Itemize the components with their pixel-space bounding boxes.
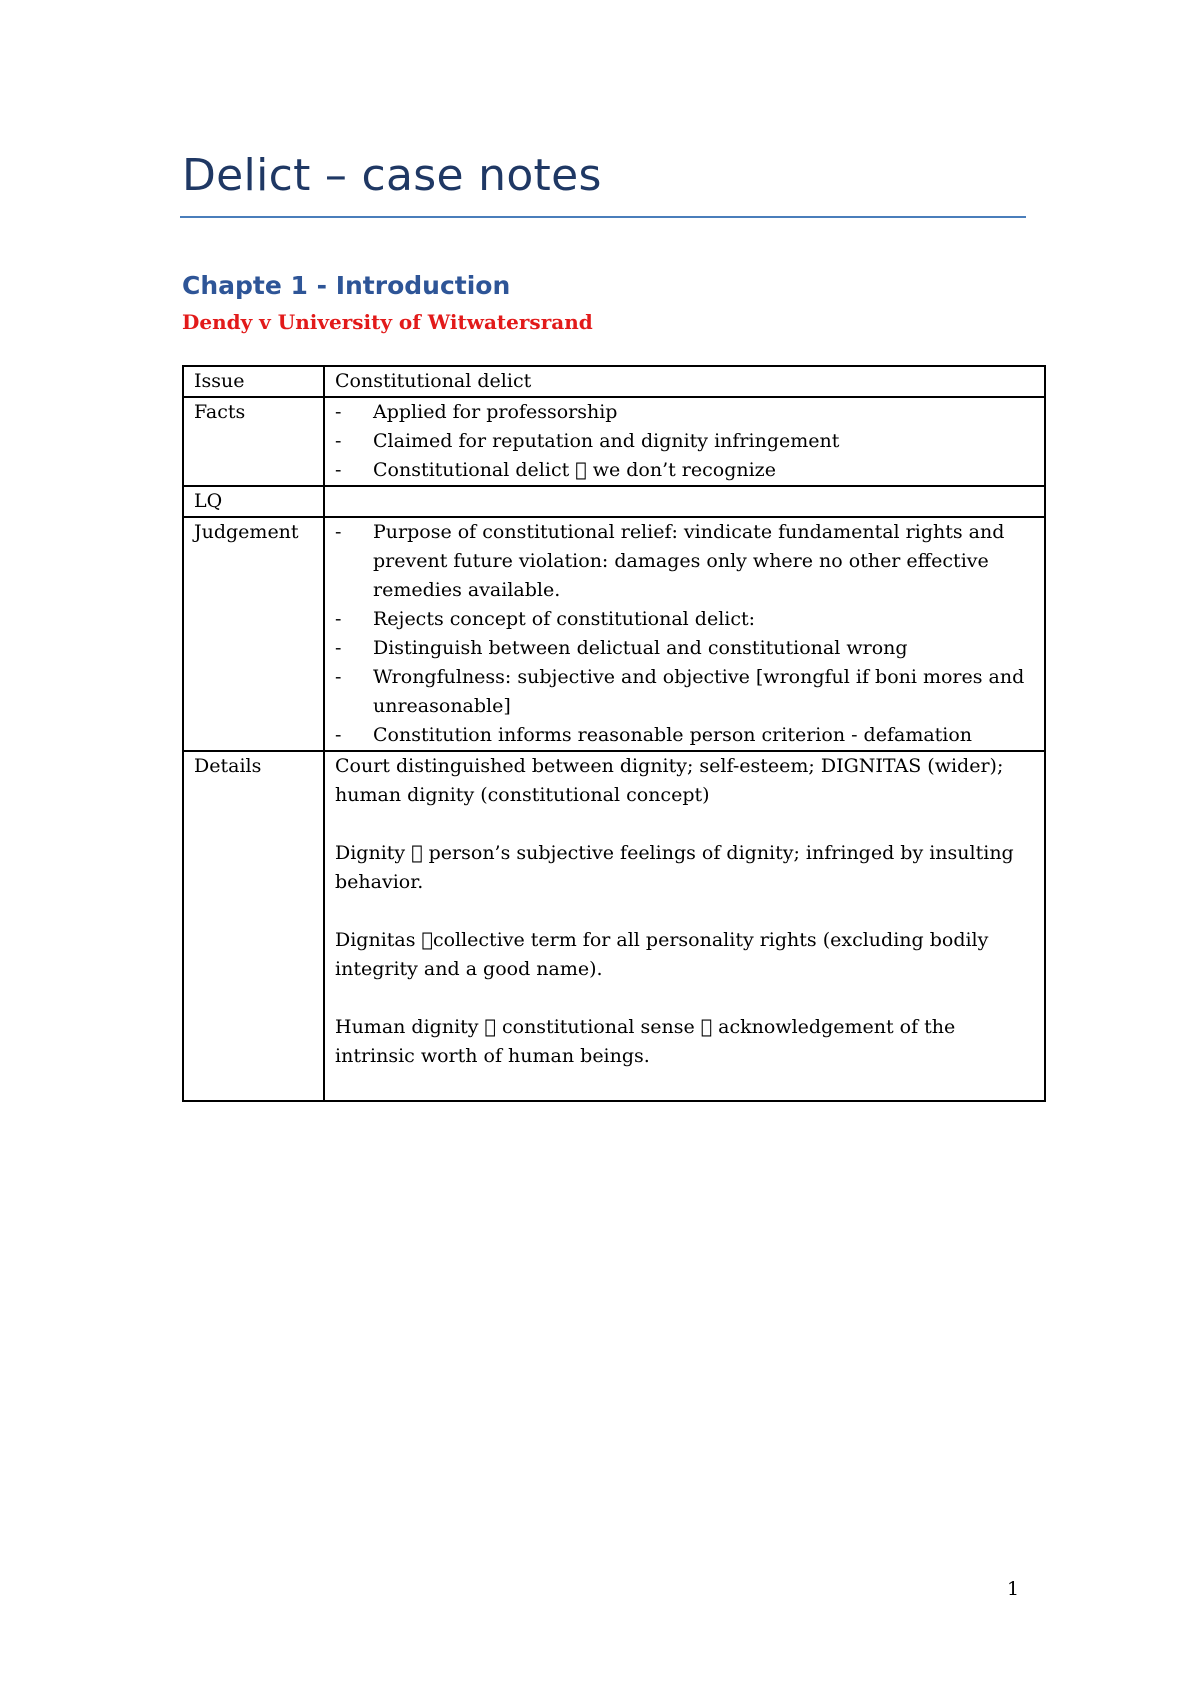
dash-bullet: - <box>335 521 342 543</box>
list-item <box>335 398 1034 427</box>
table-row-facts <box>183 397 1045 486</box>
judgement-item-text: Distinguish between delictual and constitutional wrong <box>373 637 908 659</box>
page-title: Delict – case notes <box>182 150 602 201</box>
table-row-details <box>183 751 1045 1101</box>
title-underline <box>180 216 1026 218</box>
table-row-judgement <box>183 517 1045 751</box>
judgement-item-text: Rejects concept of constitutional delict: <box>373 608 756 630</box>
facts-item-text: Applied for professorship <box>373 401 618 423</box>
facts-cell <box>324 397 1045 486</box>
judgement-list <box>335 518 1034 750</box>
list-item <box>335 456 1034 485</box>
lq-value <box>324 486 1045 517</box>
dash-bullet: - <box>335 637 342 659</box>
list-item <box>335 427 1034 456</box>
dash-bullet: - <box>335 430 342 452</box>
dash-bullet: - <box>335 401 342 423</box>
facts-list <box>335 398 1034 485</box>
judgement-item-text: Constitution informs reasonable person criterion - defamation <box>373 724 973 746</box>
list-item <box>335 518 1034 605</box>
list-item <box>335 634 1034 663</box>
issue-value: Constitutional delict <box>324 366 1045 397</box>
judgement-cell <box>324 517 1045 751</box>
details-label: Details <box>183 751 324 1101</box>
dash-bullet: - <box>335 724 342 746</box>
case-title: Dendy v University of Witwatersrand <box>182 310 593 334</box>
facts-label: Facts <box>183 397 324 486</box>
facts-item-text: Claimed for reputation and dignity infringement <box>373 430 840 452</box>
list-item <box>335 605 1034 634</box>
table-row-issue <box>183 366 1045 397</box>
chapter-heading: Chapte 1 - Introduction <box>182 271 511 300</box>
facts-item-text: Constitutional delict   we don’t recognize <box>373 459 776 481</box>
table-row-lq <box>183 486 1045 517</box>
details-paragraph: Court distinguished between dignity; self-esteem; DIGNITAS (wider); human dignity (constitutional concept) <box>335 755 1004 806</box>
dash-bullet: - <box>335 459 342 481</box>
judgement-label: Judgement <box>183 517 324 751</box>
details-cell <box>324 751 1045 1101</box>
judgement-item-text: Purpose of constitutional relief: vindicate fundamental rights and prevent future violation: damages only where no other effective remedies available. <box>373 521 1005 601</box>
list-item <box>335 721 1034 750</box>
issue-label: Issue <box>183 366 324 397</box>
page-number: 1 <box>1007 1578 1020 1600</box>
case-table <box>182 365 1046 1102</box>
dash-bullet: - <box>335 608 342 630</box>
dash-bullet: - <box>335 666 342 688</box>
judgement-item-text: Wrongfulness: subjective and objective [wrongful if boni mores and unreasonable] <box>373 666 1025 717</box>
lq-label: LQ <box>183 486 324 517</box>
details-paragraph: Human dignity   constitutional sense   acknowledgement of the intrinsic worth of human beings. <box>335 1016 956 1067</box>
list-item <box>335 663 1034 721</box>
details-paragraph: Dignity   person’s subjective feelings of dignity; infringed by insulting behavior. <box>335 842 1014 893</box>
details-paragraph: Dignitas  collective term for all personality rights (excluding bodily integrity and a good name). <box>335 929 989 980</box>
